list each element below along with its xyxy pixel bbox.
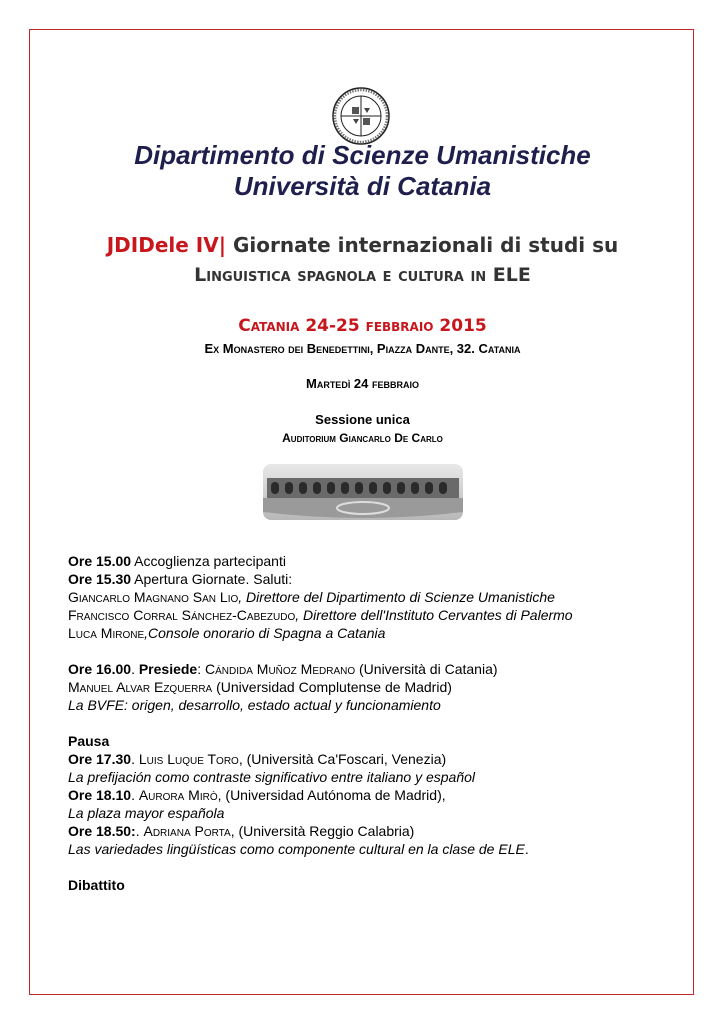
university-title: Università di Catania [233,171,492,201]
speaker-affiliation: , (Università Reggio Calabria) [230,823,415,839]
speaker-name: Francisco Corral Sánchez-Cabezudo [68,607,296,623]
speaker-role: , Direttore del Dipartimento di Scienze Umanistiche [238,589,555,605]
speaker-name: Giancarlo Magnano San Lio [68,589,239,605]
auditorium-label: Auditorium Giancarlo De Carlo [282,431,443,445]
speaker-name: Aurora Mirò [138,787,218,803]
session-label: Sessione unica [315,412,410,427]
speaker-role: , Direttore dell'Instituto Cervantes di Palermo [295,607,573,623]
event-day: Martedì 24 febbraio [305,376,419,391]
conference-title [0,233,725,257]
pause-label [68,732,658,750]
separator: . [135,823,144,839]
time-label: Ore 15.00 [68,553,132,569]
pause-text: Pausa [68,733,110,749]
program-item [68,660,658,678]
time-label: Ore 18.50: [68,823,136,839]
talk-title [68,804,658,822]
speaker-name: Cándida Muñoz Medrano [205,661,356,677]
event-date: Catania 24-25 febbraio 2015 [238,316,487,336]
conference-acronym: JDIDele IV| [106,233,226,257]
separator: . [131,787,139,803]
talk-title [68,768,658,786]
time-label: Ore 15.30 [68,571,132,587]
cloister-photo [263,464,463,520]
talk-title-text: La BVFE: origen, desarrollo, estado actual y funcionamiento [68,697,441,713]
time-label: Ore 16.00 [68,661,132,677]
program-item [68,786,658,804]
program-item [68,750,658,768]
separator: . [131,661,139,677]
speaker-name: Luis Luque Toro [138,751,239,767]
separator: : [197,661,205,677]
conference-title-rest: Giornate internazionali di studi su [226,233,619,257]
speaker-role: ,Console onorario di Spagna a Catania [144,625,386,641]
time-label: Ore 18.10 [68,787,132,803]
program-item [68,570,658,588]
talk-title-text: Las variedades lingüísticas como componente cultural en la clase de ELE [68,841,525,857]
separator: . [524,841,529,857]
program-list [68,552,658,894]
program-item [68,552,658,570]
item-text: Accoglienza partecipanti [131,553,286,569]
speaker-name: Manuel Alvar Ezquerra [68,679,213,695]
speaker-affiliation: , (Universidad Autónoma de Madrid), [217,787,446,803]
presiede-label: Presiede [138,661,198,677]
speaker-name: Adriana Porta [143,823,231,839]
speaker-line [68,624,658,642]
talk-title [68,696,658,714]
item-text: Apertura Giornate. Saluti: [131,571,293,587]
event-venue: Ex Monastero dei Benedettini, Piazza Dante, 32. Catania [204,341,521,356]
separator: . [131,751,139,767]
talk-title-text: La prefijación como contraste significativo entre italiano y español [68,769,476,785]
speaker-affiliation: , (Università Ca'Foscari, Venezia) [238,751,447,767]
debate-text: Dibattito [68,877,125,893]
speaker-affiliation: (Universidad Complutense de Madrid) [212,679,452,695]
speaker-line [68,588,658,606]
department-title: Dipartimento di Scienze Umanistiche [134,140,591,170]
debate-label [68,876,658,894]
talk-title-text: La plaza mayor española [68,805,225,821]
speaker-name: Luca Mirone [68,625,145,641]
talk-title [68,840,658,858]
speaker-line [68,678,658,696]
program-item [68,822,658,840]
time-label: Ore 17.30 [68,751,132,767]
speaker-line [68,606,658,624]
speaker-affiliation: (Università di Catania) [355,661,498,677]
conference-subtitle: Linguistica spagnola e cultura in ELE [194,264,531,286]
university-seal-logo [331,86,391,146]
